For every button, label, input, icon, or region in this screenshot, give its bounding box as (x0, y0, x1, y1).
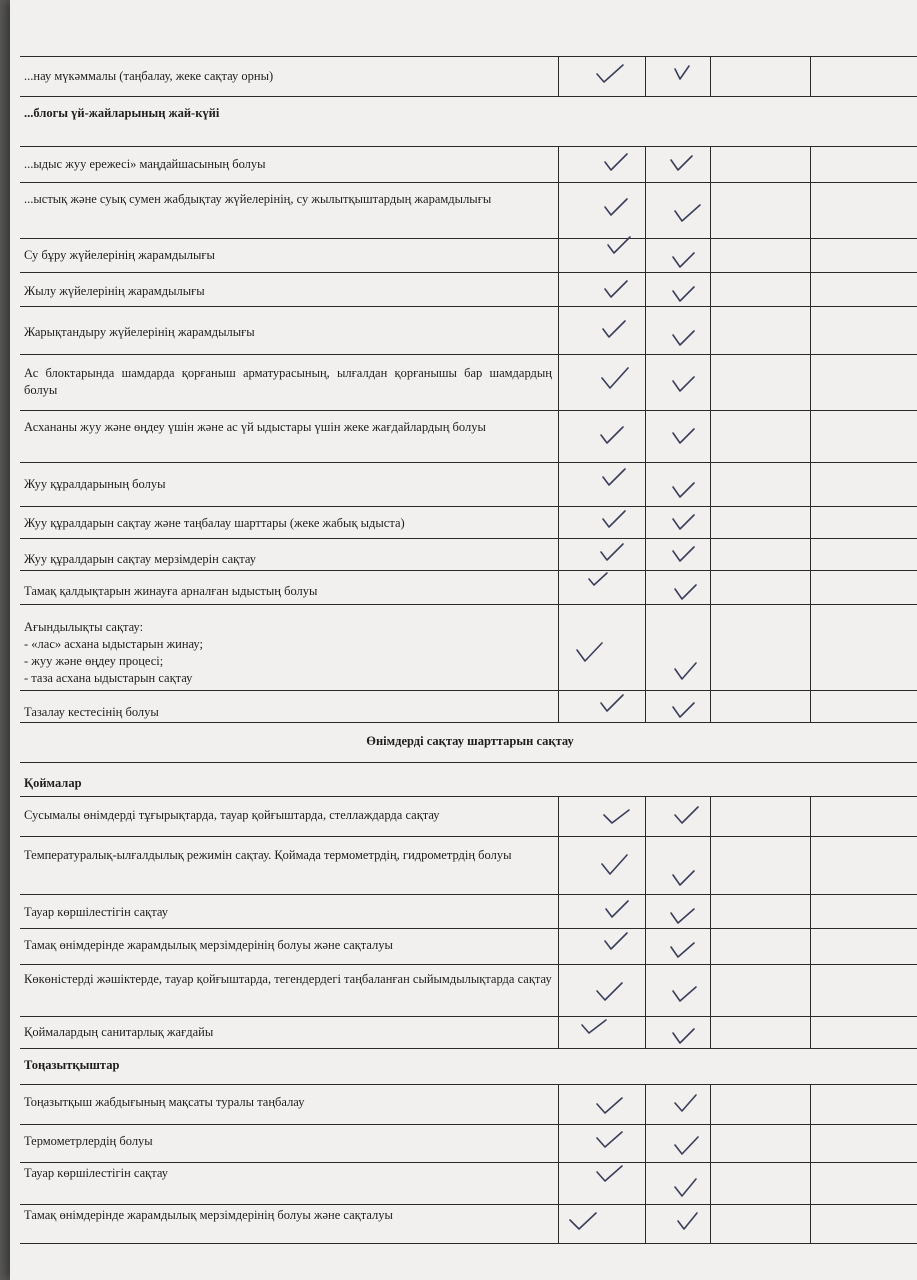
table-row (20, 796, 917, 836)
check-mark-icon (675, 1211, 705, 1233)
row-label: Тамақ өнімдерінде жарамдылық мерзімдерінің болуы және сақталуы (24, 938, 393, 952)
check-mark-icon (668, 152, 698, 174)
row-label: Тауар көршілестігін сақтау (24, 1166, 169, 1180)
row-label: Көкөністерді жәшіктерде, тауар қойғыштарда, тегендердегі таңбаланған сыйымдылықтарда сақтау (24, 972, 552, 986)
check-mark-icon (598, 542, 628, 564)
section-heading: Тоңазытқыштар (24, 1058, 120, 1072)
table-row (20, 506, 917, 538)
check-mark-icon (668, 939, 698, 961)
row-label: Термометрлердің болуы (24, 1134, 153, 1148)
row-label: ...ыстық және суық сумен жабдықтау жүйелерінің, су жылытқыштардың жарамдылығы (24, 192, 492, 206)
check-mark-icon (672, 1093, 702, 1115)
check-mark-icon (670, 543, 700, 565)
check-mark-icon (672, 805, 702, 827)
check-mark-icon (580, 1017, 610, 1039)
table-row (20, 182, 917, 238)
table-row (20, 1162, 917, 1204)
section-title-row (20, 722, 917, 762)
table-row (20, 1124, 917, 1162)
table-row (20, 462, 917, 506)
row-label: Тазалау кестесінің болуы (24, 705, 159, 719)
check-mark-icon (600, 367, 630, 389)
check-mark-icon (672, 201, 702, 223)
row-label: Жуу құралдарының болуы (24, 477, 166, 491)
check-mark-icon (670, 327, 700, 349)
check-mark-icon (575, 641, 605, 663)
table-row (20, 272, 917, 306)
check-mark-icon (602, 152, 632, 174)
row-label: Асхананы жуу және өңдеу үшін және ас үй ыдыстары үшін жеке жағдайлардың болуы (24, 420, 486, 434)
check-mark-icon (595, 1129, 625, 1151)
check-mark-icon (670, 63, 700, 85)
section-heading-row (20, 762, 917, 796)
row-label: Ас блоктарында шамдарда қорғаныш арматурасының, ылғалдан қорғанышы бар шамдардың болуы (24, 366, 552, 397)
section-heading: ...блогы үй-жайларының жай-күйі (24, 106, 220, 120)
table-row (20, 894, 917, 928)
table-row (20, 538, 917, 570)
table-row (20, 56, 917, 96)
table-row (20, 836, 917, 894)
row-label: Тамақ өнімдерінде жарамдылық мерзімдерінің болуы және сақталуы (24, 1208, 393, 1222)
check-mark-icon (600, 467, 630, 489)
check-mark-icon (595, 1163, 625, 1185)
table-row (20, 1204, 917, 1244)
section-heading: Қоймалар (24, 776, 82, 790)
section-heading-row (20, 96, 917, 146)
row-label: Қоймалардың санитарлық жағдайы (24, 1025, 214, 1039)
table-row (20, 1016, 917, 1048)
check-mark-icon (598, 693, 628, 715)
check-mark-icon (670, 373, 700, 395)
row-label: Су бұру жүйелерінің жарамдылығы (24, 248, 215, 262)
table-row (20, 964, 917, 1016)
check-mark-icon (670, 699, 700, 721)
check-mark-icon (605, 235, 635, 257)
check-mark-icon (600, 853, 630, 875)
check-mark-icon (672, 1177, 702, 1199)
check-mark-icon (672, 581, 702, 603)
check-mark-icon (670, 479, 700, 501)
section-title: Өнімдерді сақтау шарттарын сақтау (366, 734, 574, 748)
check-mark-icon (670, 511, 700, 533)
row-label: Жуу құралдарын сақтау және таңбалау шарттары (жеке жабық ыдыста) (24, 516, 405, 530)
check-mark-icon (595, 1095, 625, 1117)
check-mark-icon (602, 197, 632, 219)
check-mark-icon (670, 249, 700, 271)
document-page (10, 0, 917, 1280)
row-label: Ағындылықты сақтау: - «лас» асхана ыдыстарын жинау; - жуу және өңдеу процесі; - таза асхана ыдыстарын сақтау (24, 620, 203, 685)
check-mark-icon (670, 983, 700, 1005)
table-row (20, 410, 917, 462)
check-mark-icon (595, 63, 625, 85)
check-mark-icon (668, 905, 698, 927)
table-row (20, 354, 917, 410)
row-label: Жарықтандыру жүйелерінің жарамдылығы (24, 325, 255, 339)
check-mark-icon (600, 509, 630, 531)
check-mark-icon (603, 899, 633, 921)
check-mark-icon (672, 1135, 702, 1157)
check-mark-icon (595, 981, 625, 1003)
check-mark-icon (600, 319, 630, 341)
check-mark-icon (602, 931, 632, 953)
row-label: Тоңазытқыш жабдығының мақсаты туралы таңбалау (24, 1095, 305, 1109)
table-row (20, 604, 917, 690)
row-label: ...ыдыс жуу ережесі» маңдайшасының болуы (24, 157, 266, 171)
row-label: Жуу құралдарын сақтау мерзімдерін сақтау (24, 552, 257, 566)
check-mark-icon (602, 806, 632, 828)
row-label: Тауар көршілестігін сақтау (24, 905, 169, 919)
check-mark-icon (568, 1211, 598, 1233)
check-mark-icon (602, 279, 632, 301)
table-row (20, 928, 917, 964)
table-row (20, 238, 917, 272)
table-row (20, 570, 917, 604)
row-label: Температуралық-ылғалдылық режимін сақтау. Қоймада термометрдің, гидрометрдің болуы (24, 848, 512, 862)
row-label: Тамақ қалдықтарын жинауға арналған ыдыстың болуы (24, 584, 318, 598)
check-mark-icon (670, 1025, 700, 1047)
row-label: ...нау мүкәммалы (таңбалау, жеке сақтау орны) (24, 69, 274, 83)
row-label: Жылу жүйелерінің жарамдылығы (24, 284, 205, 298)
check-mark-icon (670, 867, 700, 889)
check-mark-icon (670, 283, 700, 305)
table-row (20, 690, 917, 722)
table-row (20, 306, 917, 354)
section-heading-row (20, 1048, 917, 1084)
table-row (20, 146, 917, 182)
table-row (20, 1084, 917, 1124)
row-label: Сусымалы өнімдерді тұғырықтарда, тауар қойғыштарда, стеллаждарда сақтау (24, 808, 440, 822)
check-mark-icon (598, 425, 628, 447)
check-mark-icon (672, 661, 702, 683)
check-mark-icon (585, 569, 615, 591)
check-mark-icon (670, 425, 700, 447)
